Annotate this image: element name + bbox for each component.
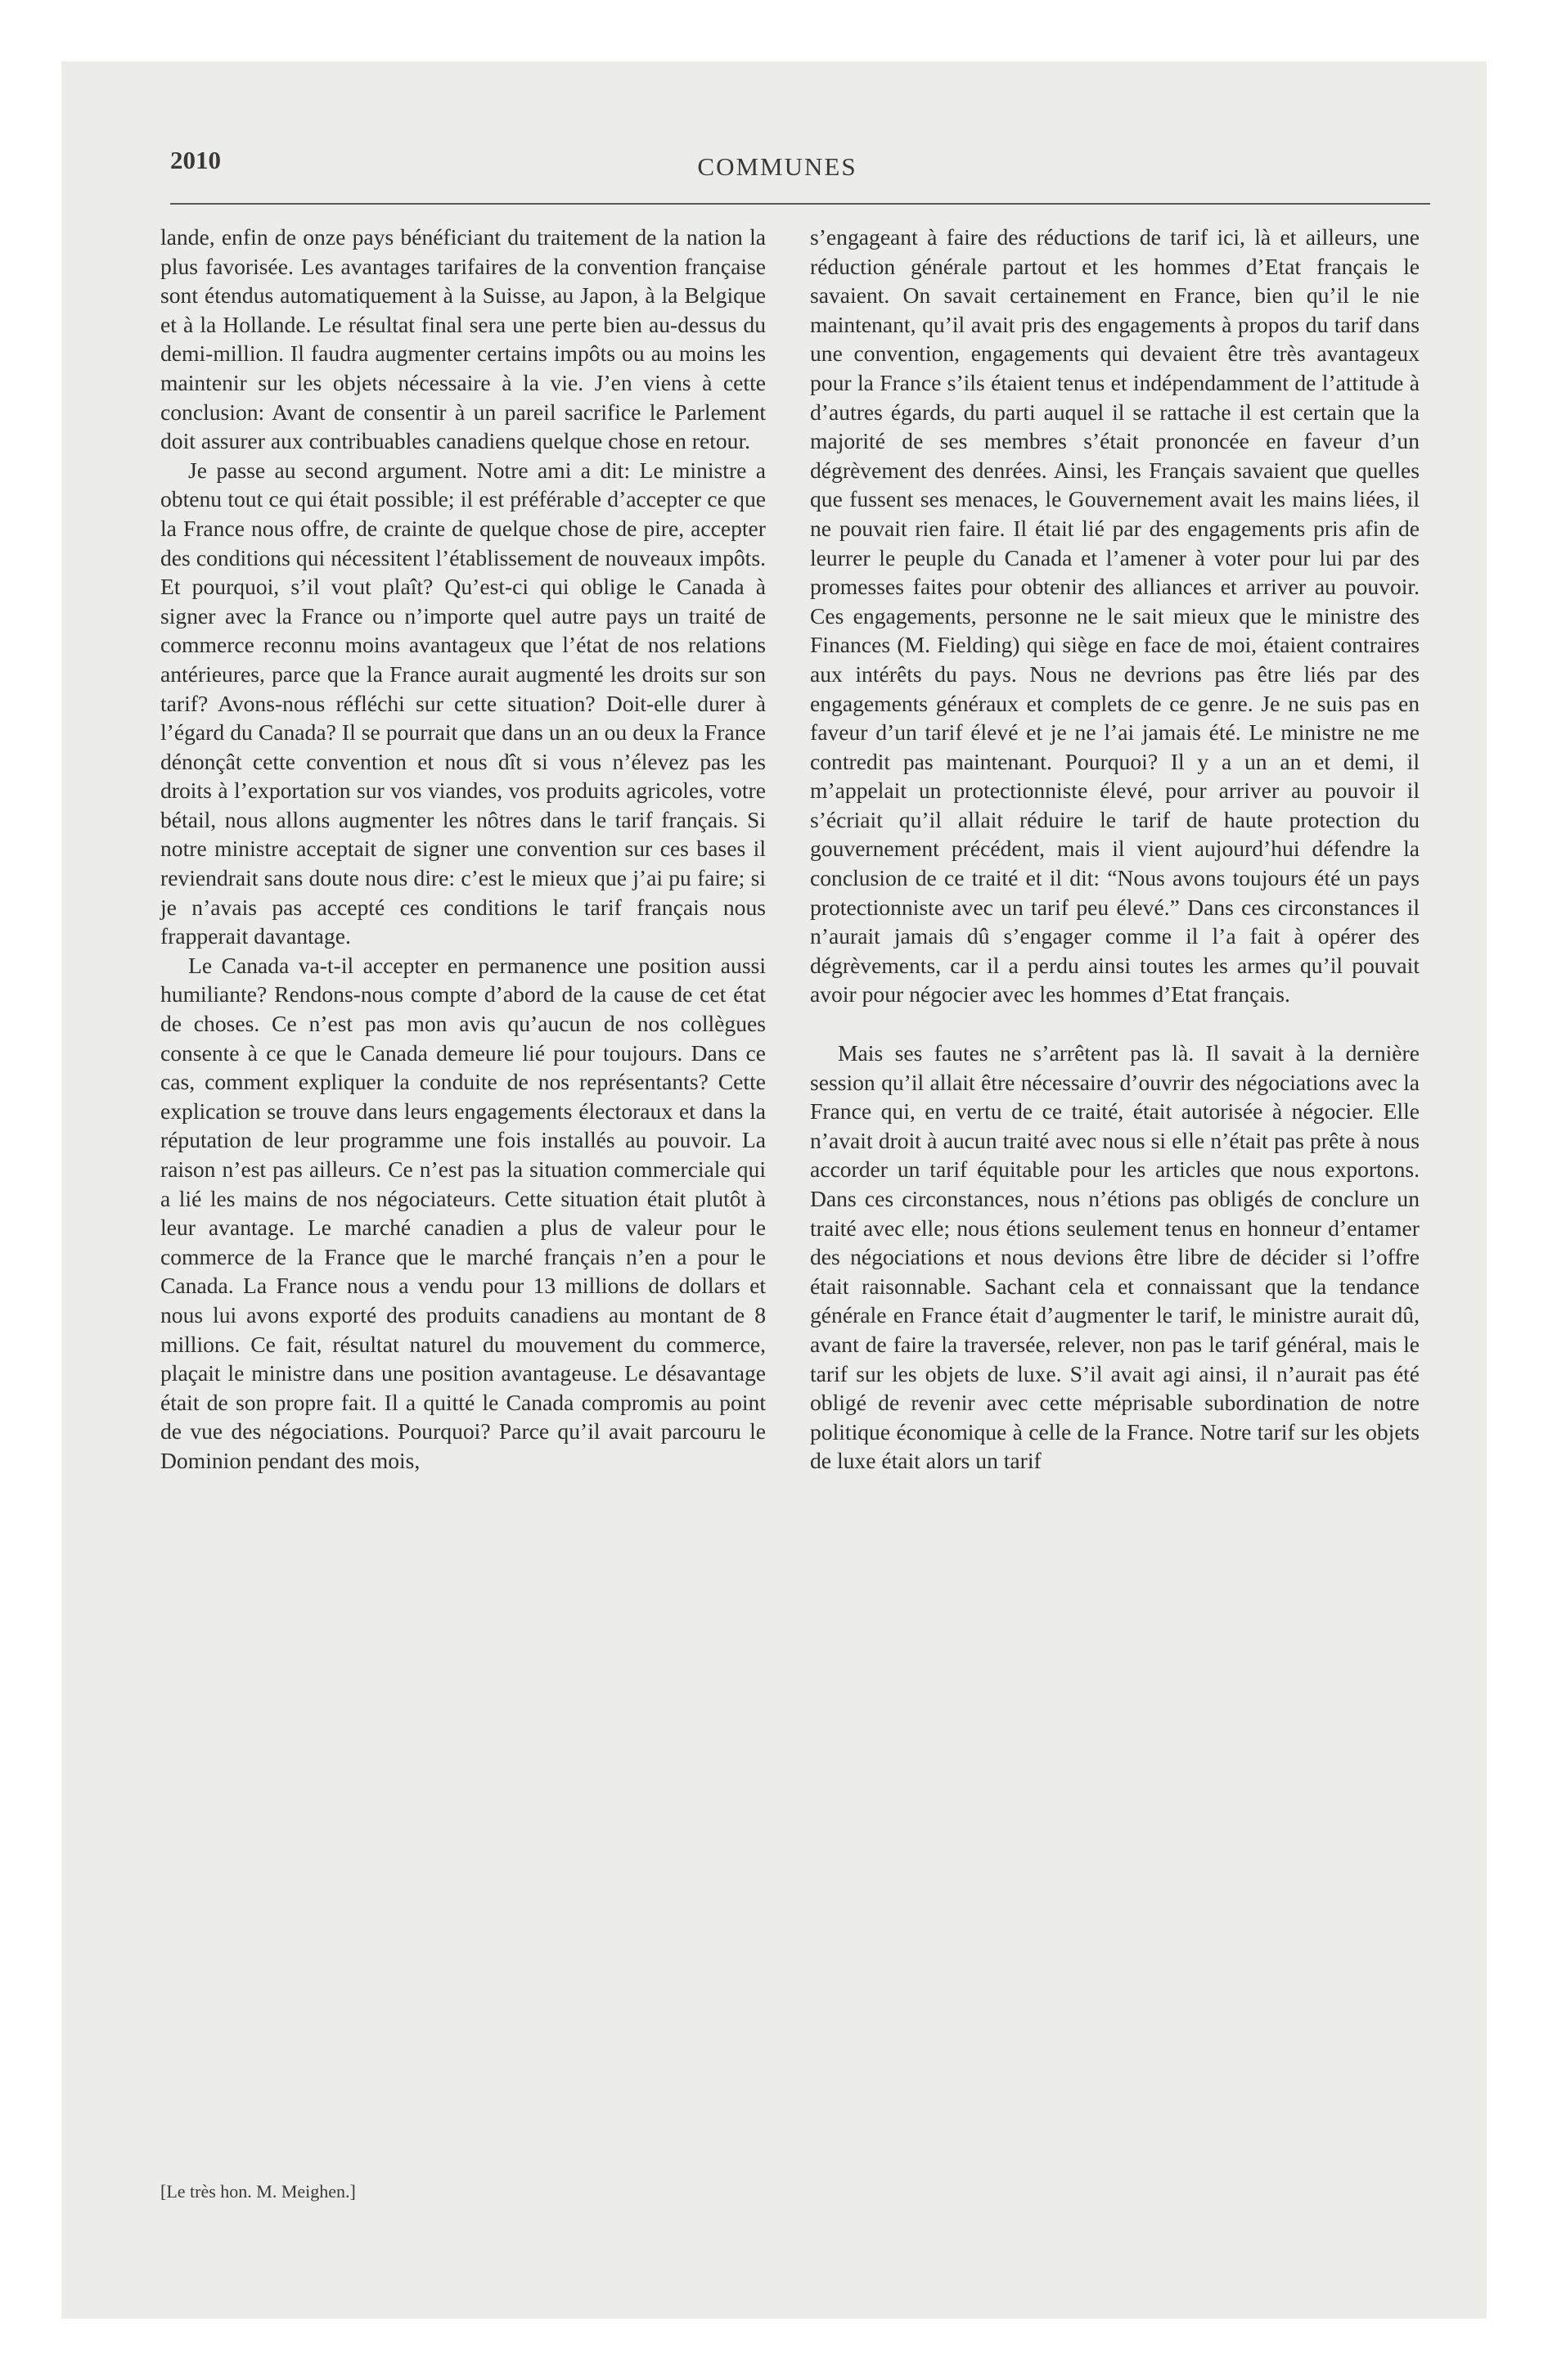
page-number: 2010 [170,146,221,174]
left-paragraph-2: Je passe au second argument. Notre ami a dit: Le ministre a obtenu tout ce qui était possible; il est préférable d’accepter ce que la France nous offre, de crainte de quelque chose de pire, accepter des conditions qui nécessitent l’établissement de nouveaux impôts. Et pourquoi, s’il vout plaît? Qu’est-ci qui oblige le Canada à signer avec la France ou n’importe quel autre pays un traité de commerce reconnu moins avantageux que l’état de nos relations antérieures, parce que la France aurait augmenté les droits sur son tarif? Avons-nous réfléchi sur cette situation? Doit-elle durer à l’égard du Canada? Il se pourrait que dans un an ou deux la France dénonçât cette convention et nous dît si vous n’élevez pas les droits à l’exportation sur vos viandes, vos produits agricoles, votre bétail, nous allons augmenter les nôtres dans le tarif français. Si notre ministre acceptait de signer une convention sur ces bases il reviendrait sans doute nous dire: c’est le mieux que j’ai pu faire; si je n’avais pas accepté ces conditions le tarif français nous frapperait davantage. [160,457,766,949]
right-paragraph-2: Mais ses fautes ne s’arrêtent pas là. Il savait à la dernière session qu’il allait être nécessaire d’ouvrir des négociations avec la France qui, en vertu de ce traité, était autorisée à négocier. Elle n’avait droit à aucun traité avec nous si elle n’était pas prête à nous accorder un tarif équitable pour les articles que nous exportons. Dans ces circonstances, nous n’étions pas obligés de conclure un traité avec elle; nous étions seulement tenus en honneur d’entamer des négociations et nous devions être libre de décider si l’offre était raisonnable. Sachant cela et connaissant que la tendance générale en France était d’augmenter le tarif, le ministre aurait dû, avant de faire la traversée, relever, non pas le tarif général, mais le tarif sur les objets de luxe. S’il avait agi ainsi, il n’aurait pas été obligé de revenir avec cette méprisable subordination de notre politique économique à celle de la France. Notre tarif sur les objets de luxe était alors un tarif [810,1040,1420,1474]
left-paragraph-1: lande, enfin de onze pays bénéficiant du traitement de la nation la plus favorisée. Les avantages tarifaires de la convention française sont étendus automatiquement à la Suisse, au Japon, à la Belgique et à la Hollande. Le résultat final sera une perte bien au-dessus du demi-million. Il faudra augmenter certains impôts ou au moins les maintenir sur les objets nécessaire à la vie. J’en viens à cette conclusion: Avant de consentir à un pareil sacrifice le Parlement doit assurer aux contribuables canadiens quelque chose en retour. [160,224,766,454]
running-head: COMMUNES [697,152,857,181]
left-column [160,223,766,1476]
left-paragraph-3: Le Canada va-t-il accepter en permanence une position aussi humiliante? Rendons-nous compte d’abord de la cause de cet état de choses. Ce n’est pas mon avis qu’aucun de nos collègues consente à ce que le Canada demeure lié pour toujours. Dans ce cas, comment expliquer la conduite de nos représentants? Cette explication se trouve dans leurs engagements électoraux et dans la réputation de leur programme une fois installés au pouvoir. La raison n’est pas ailleurs. Ce n’est pas la situation commerciale qui a lié les mains de nos négociateurs. Cette situation était plutôt à leur avantage. Le marché canadien a plus de valeur pour le commerce de la France que le marché français n’en a pour le Canada. La France nous a vendu pour 13 millions de dollars et nous lui avons exporté des produits canadiens au montant de 8 millions. Ce fait, résultat naturel du mouvement du commerce, plaçait le ministre dans une position avantageuse. Le désavantage était de son propre fait. Il a quitté le Canada compromis au point de vue des négociations. Pourquoi? Parce qu’il avait parcouru le Dominion pendant des mois, [160,952,766,1473]
right-paragraph-1: s’engageant à faire des réductions de tarif ici, là et ailleurs, une réduction générale partout et les hommes d’Etat français le savaient. On savait certainement en France, bien qu’il le nie maintenant, qu’il avait pris des engagements à propos du tarif dans une convention, engagements qui devaient être très avantageux pour la France s’ils étaient tenus et indépendamment de l’attitude à d’autres égards, du parti auquel il se rattache il est certain que la majorité de ses membres s’était prononcée en faveur d’un dégrèvement des denrées. Ainsi, les Français savaient que quelles que fussent ses menaces, le Gouvernement avait les mains liées, il ne pouvait rien faire. Il était lié par des engagements pris afin de leurrer le peuple du Canada et l’amener à voter pour lui par des promesses faites pour obtenir des alliances et arriver au pouvoir. Ces engagements, personne ne le sait mieux que le ministre des Finances (M. Fielding) qui siège en face de moi, étaient contraires aux intérêts du pays. Nous ne devrions pas être liés par des engagements généraux et complets de ce genre. Je ne suis pas en faveur d’un tarif élevé et je ne l’ai jamais été. Le ministre ne me contredit pas maintenant. Pourquoi? Il y a un an et demi, il m’appelait un protectionniste élevé, pour arriver au pouvoir il s’écriait qu’il allait réduire le tarif de haute protection du gouvernement précédent, mais il vient aujourd’hui défendre la conclusion de ce traité et il dit: “Nous avons toujours été un pays protectionniste avec un tarif peu élevé.” Dans ces circonstances il n’aurait jamais dû s’engager comme il l’a fait à opérer des dégrèvements, car il a perdu ainsi toutes les armes qu’il pouvait avoir pour négocier avec les hommes d’Etat français. [810,224,1420,1007]
speaker-note: [Le très hon. M. Meighen.] [160,2181,356,2202]
right-column [810,223,1420,1476]
header-rule [170,203,1430,205]
